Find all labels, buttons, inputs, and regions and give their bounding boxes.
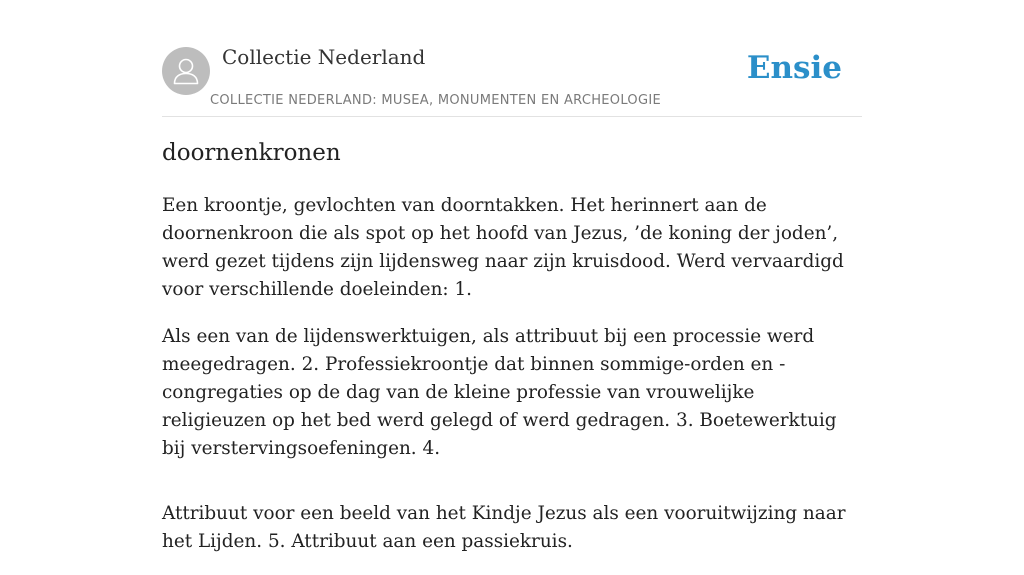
source-subtitle-link[interactable]: COLLECTIE NEDERLAND: MUSEA, MONUMENTEN EN ARCHEOLOGIE [210, 93, 661, 108]
entry-title: doornenkronen [162, 140, 341, 166]
source-avatar[interactable] [162, 47, 210, 95]
user-outline-icon [162, 47, 210, 95]
entry-paragraph: Attribuut voor een beeld van het Kindje Jezus als een vooruitwijzing naar het Lijden. 5. Attribuut aan een passiekruis. [162, 503, 846, 552]
entry-paragraph: Als een van de lijdenswerktuigen, als attribuut bij een processie werd meegedragen. 2. Professiekroontje dat binnen sommige-orden en -congregaties op de dag van de kleine professie van vrouwelijke religieuzen op het bed werd gelegd of werd gedragen. 3. Boetewerktuig bij verstervingsoefeningen. 4. [162, 326, 837, 459]
source-name-link[interactable]: Collectie Nederland [222, 45, 426, 69]
ensie-logo[interactable]: Ensie [746, 50, 842, 86]
entry-paragraph: Een kroontje, gevlochten van doorntakken. Het herinnert aan de doornenkroon die als spot op het hoofd van Jezus, ’de koning der joden’, werd gezet tijdens zijn lijdensweg naar zijn kruisdood. Werd vervaardigd voor verschillende doeleinden: 1. [162, 195, 844, 300]
entry-content [162, 192, 864, 575]
source-header [162, 44, 862, 117]
